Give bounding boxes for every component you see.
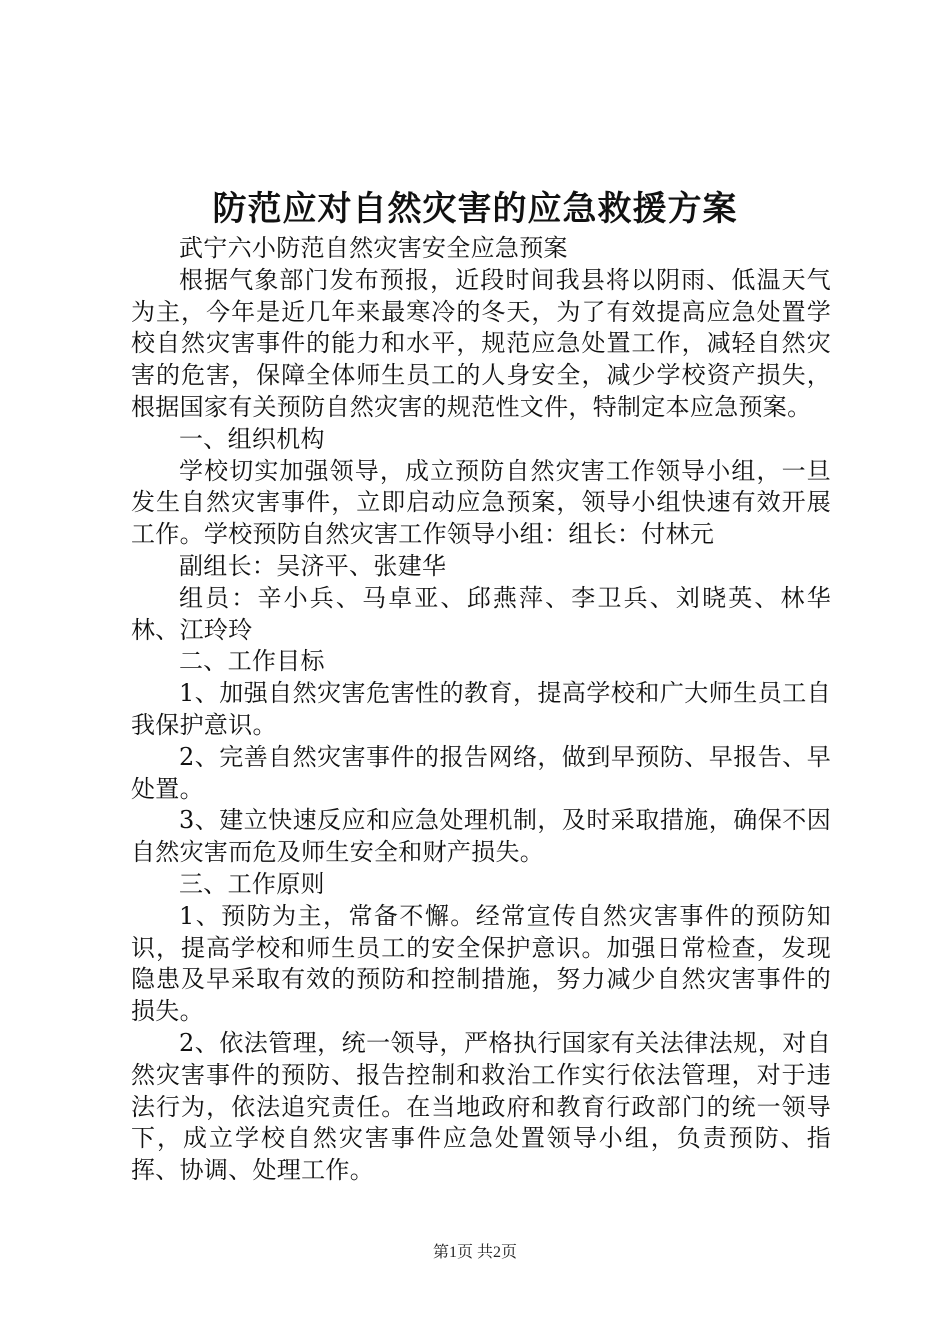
body-paragraph: 根据气象部门发布预报，近段时间我县将以阴雨、低温天气为主，今年是近几年来最寒冷的冬天，为了有效提高应急处置学校自然灾害事件的能力和水平，规范应急处置工作，减轻自然灾害的危害，保障全体师生员工的人身安全，减少学校资产损失，根据国家有关预防自然灾害的规范性文件，特制定本应急预案。 [131, 265, 831, 421]
section-heading: 一、组织机构 [179, 424, 325, 453]
page-total: 共2页 [477, 1244, 518, 1261]
body-paragraph: 组员：辛小兵、马卓亚、邱燕萍、李卫兵、刘晓英、林华林、江玲玲 [131, 583, 831, 644]
section-heading: 三、工作原则 [179, 869, 325, 898]
body-paragraph: 武宁六小防范自然灾害安全应急预案 [179, 234, 568, 262]
document-body [131, 233, 831, 1187]
body-paragraph: 2、完善自然灾害事件的报告网络，做到早预防、早报告、早处置。 [131, 742, 831, 803]
page-number: 第1页 [432, 1244, 473, 1261]
body-paragraph: 学校切实加强领导，成立预防自然灾害工作领导小组，一旦发生自然灾害事件，立即启动应急预案，领导小组快速有效开展工作。学校预防自然灾害工作领导小组：组长：付林元 [131, 456, 831, 549]
section-heading: 二、工作目标 [179, 647, 325, 676]
body-paragraph: 3、建立快速反应和应急处理机制，及时采取措施，确保不因自然灾害而危及师生安全和财产损失。 [131, 806, 831, 867]
body-paragraph: 副组长：吴济平、张建华 [179, 551, 447, 580]
page-footer [0, 1242, 950, 1264]
document-title: 防范应对自然灾害的应急救援方案 [212, 189, 738, 229]
body-paragraph: 1、预防为主，常备不懈。经常宣传自然灾害事件的预防知识，提高学校和师生员工的安全保护意识。加强日常检查，发现隐患及早采取有效的预防和控制措施，努力减少自然灾害事件的损失。 [131, 901, 831, 1026]
body-paragraph: 1、加强自然灾害危害性的教育，提高学校和广大师生员工自我保护意识。 [131, 679, 831, 739]
body-paragraph: 2、依法管理，统一领导，严格执行国家有关法律法规，对自然灾害事件的预防、报告控制和救治工作实行依法管理，对于违法行为，依法追究责任。在当地政府和教育行政部门的统一领导下，成立学校自然灾害事件应急处置领导小组，负责预防、指挥、协调、处理工作。 [131, 1028, 831, 1185]
